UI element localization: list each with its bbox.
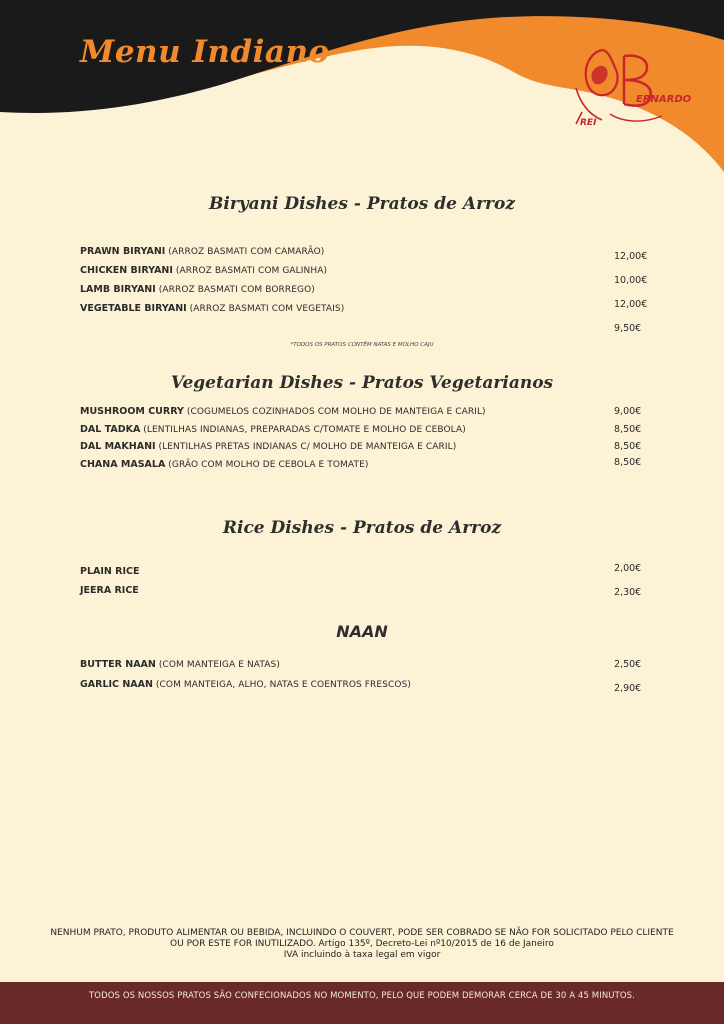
item-price: 2,90€ xyxy=(614,683,642,694)
item-price: 2,50€ xyxy=(614,659,642,670)
item-description: (ARROZ BASMATI COM BORREGO) xyxy=(155,285,315,295)
item-description: (ARROZ BASMATI COM GALINHA) xyxy=(172,266,328,276)
section-title-naan: NAAN xyxy=(336,622,388,641)
biryani-note: *TODOS OS PRATOS CONTÊM NATAS E MOLHO CAJU xyxy=(290,342,434,348)
logo-text-rei: REI xyxy=(580,118,597,128)
item-name: PLAIN RICE xyxy=(80,566,140,577)
item-name: VEGETABLE BIRYANI xyxy=(80,303,187,314)
item-description: (ARROZ BASMATI COM CAMARÃO) xyxy=(165,247,325,257)
section-title-biryani: Biryani Dishes - Pratos de Arroz xyxy=(209,194,515,214)
menu-item-jeera-rice xyxy=(80,585,139,596)
legal-line-3: IVA incluindo à taxa legal em vigor xyxy=(283,950,441,960)
menu-item-dal-makhani xyxy=(80,441,456,452)
item-description: (COM MANTEIGA, ALHO, NATAS E COENTROS FRESCOS) xyxy=(152,680,411,690)
menu-item-mushroom-curry xyxy=(80,406,486,417)
item-description: (LENTILHAS INDIANAS, PREPARADAS C/TOMATE E MOLHO DE CEBOLA) xyxy=(140,425,466,435)
item-name: JEERA RICE xyxy=(80,585,139,596)
legal-line-2: OU POR ESTE FOR INUTILIZADO. Artigo 135º, Decreto-Lei nº10/2015 de 16 de Janeiro xyxy=(170,939,554,949)
item-price: 12,00€ xyxy=(614,299,648,310)
item-price: 2,30€ xyxy=(614,587,642,598)
section-title-rice: Rice Dishes - Pratos de Arroz xyxy=(222,518,502,538)
item-price: 9,00€ xyxy=(614,406,642,417)
item-name: MUSHROOM CURRY xyxy=(80,406,184,417)
menu-item-prawn-biryani xyxy=(80,246,324,257)
item-name: CHICKEN BIRYANI xyxy=(80,265,173,276)
item-description: (GRÃO COM MOLHO DE CEBOLA E TOMATE) xyxy=(165,460,369,470)
item-description: (LENTILHAS PRETAS INDIANAS C/ MOLHO DE MANTEIGA E CARIL) xyxy=(155,442,457,452)
legal-line-1: NENHUM PRATO, PRODUTO ALIMENTAR OU BEBIDA, INCLUINDO O COUVERT, PODE SER COBRADO SE NÃO FOR SOLICITADO PELO CLIENTE xyxy=(50,928,674,938)
menu-item-vegetable-biryani xyxy=(80,303,344,314)
menu-item-plain-rice xyxy=(80,566,139,577)
item-description: (COM MANTEIGA E NATAS) xyxy=(155,660,280,670)
menu-item-chicken-biryani xyxy=(80,265,327,276)
logo-text-bernardo: ERNARDO xyxy=(636,94,692,105)
legal-notice xyxy=(0,928,724,961)
item-name: LAMB BIRYANI xyxy=(80,284,156,295)
item-price: 8,50€ xyxy=(614,424,642,435)
menu-item-butter-naan xyxy=(80,659,280,670)
item-price: 8,50€ xyxy=(614,457,642,468)
footer-bar xyxy=(0,982,724,1024)
menu-item-garlic-naan xyxy=(80,679,411,690)
menu-item-dal-tadka xyxy=(80,424,466,435)
menu-title: Menu Indiano xyxy=(80,34,330,70)
item-name: DAL MAKHANI xyxy=(80,441,156,452)
menu-item-chana-masala xyxy=(80,459,368,470)
menu-item-lamb-biryani xyxy=(80,284,315,295)
item-price: 2,00€ xyxy=(614,563,642,574)
item-name: BUTTER NAAN xyxy=(80,659,156,670)
item-description: (COGUMELOS COZINHADOS COM MOLHO DE MANTEIGA E CARIL) xyxy=(183,407,486,417)
item-name: CHANA MASALA xyxy=(80,459,166,470)
item-name: GARLIC NAAN xyxy=(80,679,153,690)
item-name: PRAWN BIRYANI xyxy=(80,246,166,257)
footer-bar-text: TODOS OS NOSSOS PRATOS SÃO CONFECIONADOS NO MOMENTO, PELO QUE PODEM DEMORAR CERCA DE 30 A 45 MINUTOS. xyxy=(89,991,635,1001)
item-price: 12,00€ xyxy=(614,251,648,262)
item-name: DAL TADKA xyxy=(80,424,141,435)
item-price: 9,50€ xyxy=(614,323,642,334)
item-price: 10,00€ xyxy=(614,275,648,286)
item-price: 8,50€ xyxy=(614,441,642,452)
item-description: (ARROZ BASMATI COM VEGETAIS) xyxy=(186,304,345,314)
section-title-vegetarian: Vegetarian Dishes - Pratos Vegetarianos xyxy=(170,373,554,393)
